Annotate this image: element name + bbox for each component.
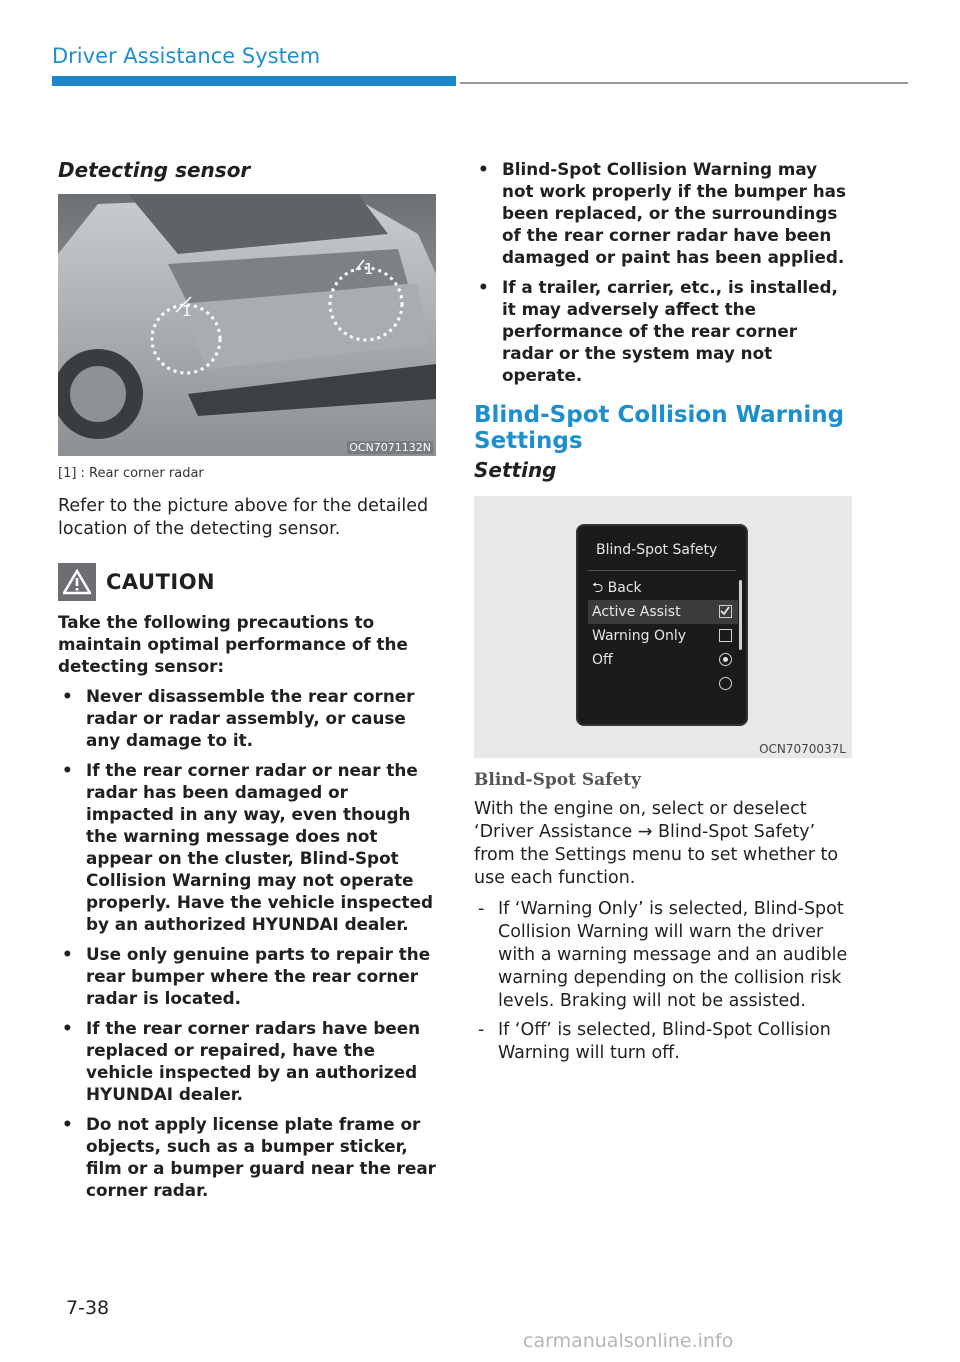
warning-triangle-icon xyxy=(58,563,96,601)
radio-empty-icon xyxy=(719,677,732,690)
checkbox-checked-icon xyxy=(719,605,732,618)
return-arrow-icon: ⮌ xyxy=(592,580,604,596)
list-item: • Never disassemble the rear corner radar or radar assembly, or cause any damage to it. xyxy=(62,686,415,750)
caution-title: CAUTION xyxy=(106,570,216,594)
blind-spot-safety-heading: Blind-Spot Safety xyxy=(474,770,642,790)
page-number: 7-38 xyxy=(66,1297,110,1319)
list-item: • Use only genuine parts to repair the rear bumper where the rear corner radar is located. xyxy=(62,944,431,1008)
left-column xyxy=(58,158,436,1209)
cluster-settings-figure xyxy=(474,496,852,758)
warning-list xyxy=(474,158,852,386)
menu-warning-only: Warning Only xyxy=(588,624,738,648)
sensor-location-text: Refer to the picture above for the detailed location of the detecting sensor. xyxy=(58,496,429,539)
screen-title: Blind-Spot Safety xyxy=(596,542,718,558)
section-title: Driver Assistance System xyxy=(52,44,321,68)
caution-header xyxy=(58,563,436,601)
list-item: - If ‘Off’ is selected, Blind-Spot Collision Warning will turn off. xyxy=(478,1020,831,1063)
setting-subheading: Setting xyxy=(474,458,557,482)
watermark: carmanualsonline.info xyxy=(523,1330,734,1352)
option-list xyxy=(474,898,852,1065)
list-item: • Do not apply license plate frame or objects, such as a bumper sticker, film or a bumper guard near the rear corner radar. xyxy=(62,1114,436,1200)
figure-caption: [1] : Rear corner radar xyxy=(58,466,204,481)
scrollbar xyxy=(739,580,742,650)
detecting-sensor-heading: Detecting sensor xyxy=(58,158,251,182)
header-rule xyxy=(460,82,908,84)
callout-1-left: 1 xyxy=(182,302,192,320)
divider xyxy=(588,570,736,571)
radio-selected-icon xyxy=(719,653,732,666)
rear-radar-figure xyxy=(58,194,436,456)
car-rear-illustration xyxy=(58,194,436,456)
checkbox-empty-icon xyxy=(719,629,732,642)
menu-empty-row xyxy=(588,672,738,696)
caution-intro: Take the following precautions to maintain optimal performance of the detecting sensor: xyxy=(58,612,408,676)
settings-instructions: With the engine on, select or deselect ‘Driver Assistance → Blind-Spot Safety’ from the Settings menu to set whether to use each function. xyxy=(474,799,839,888)
list-item: • If a trailer, carrier, etc., is installed, it may adversely affect the performance of the rear corner radar or the system may not operate. xyxy=(478,277,838,385)
figure-code: OCN7070037L xyxy=(759,742,846,756)
menu-active-assist: Active Assist xyxy=(588,600,738,624)
list-item: • Blind-Spot Collision Warning may not work properly if the bumper has been replaced, or the surroundings of the rear corner radar have been damaged or paint has been applied. xyxy=(478,159,846,267)
settings-heading: Blind-Spot Collision Warning Settings xyxy=(474,402,845,454)
right-column xyxy=(474,158,852,1071)
list-item: - If ‘Warning Only’ is selected, Blind-Spot Collision Warning will warn the driver with a warning message and an audible warning depending on the collision risk levels. Braking will not be assisted. xyxy=(478,899,848,1011)
list-item: • If the rear corner radars have been replaced or repaired, have the vehicle inspected by an authorized HYUNDAI dealer. xyxy=(62,1018,421,1104)
figure-code: OCN7071132N xyxy=(349,441,431,454)
cluster-screen xyxy=(576,524,748,726)
menu-off: Off xyxy=(588,648,738,672)
header-accent-bar xyxy=(52,76,456,86)
caution-list xyxy=(58,685,436,1201)
list-item: • If the rear corner radar or near the radar has been damaged or impacted in any way, even though the warning message does not appear on the cluster, Blind-Spot Collision Warning may not operate properly. Have the vehicle inspected by an authorized HYUNDAI dealer. xyxy=(62,760,433,934)
callout-1-right: 1 xyxy=(364,260,374,278)
menu-back: ⮌ Back xyxy=(592,580,642,596)
